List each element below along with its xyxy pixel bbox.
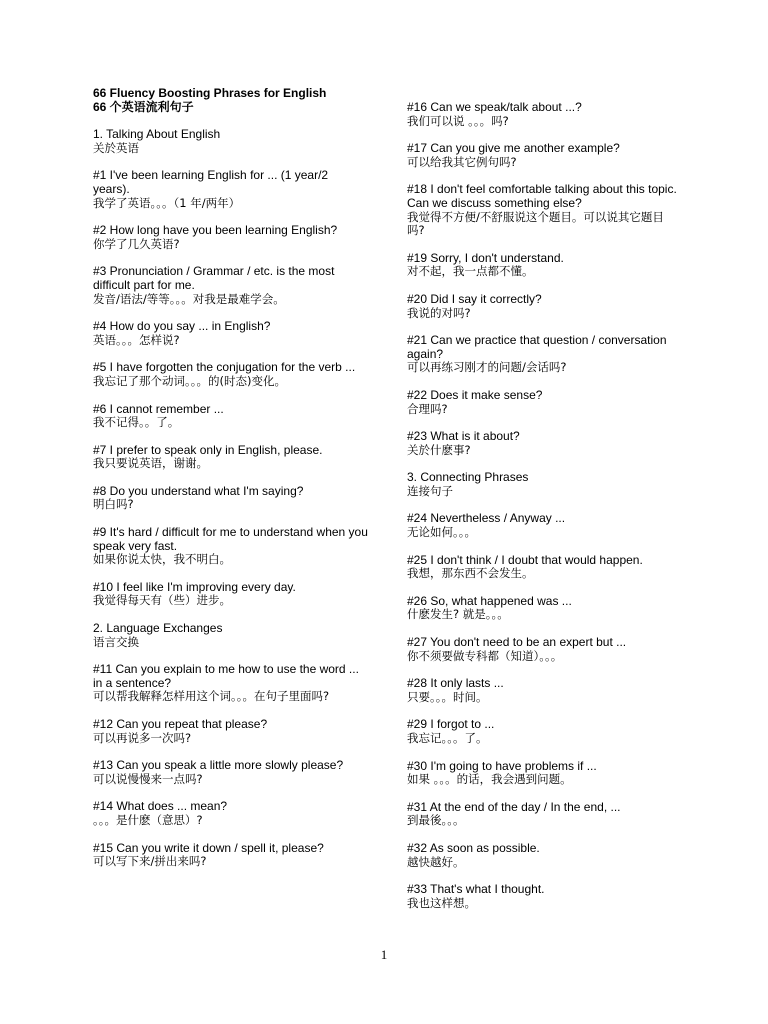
phrase-chinese: 语言交换 [93,634,139,649]
phrase-chinese: 越快越好。 [407,854,465,869]
phrase-entry [93,485,368,512]
phrase-english: #14 What does ... mean? [93,799,228,814]
phrase-english: #17 Can you give me another example? [407,141,620,156]
phrase-chinese: 我学了英语。。。（1 年/两年） [93,195,241,210]
phrase-english: #7 I prefer to speak only in English, please. [93,442,323,457]
phrase-english: #23 What is it about? [407,429,520,444]
phrase-chinese: 我只要说英语，谢谢。 [93,456,208,471]
phrase-english: #5 I have forgotten the conjugation for the verb ... [93,360,356,375]
phrase-chinese: 可以再练习刚才的问题/会话吗? [407,360,567,375]
phrase-english: #26 So, what happened was ... [407,593,572,608]
phrase-entry [407,334,677,375]
phrase-chinese: 关於什麽事? [407,442,471,457]
phrase-chinese: 可以说慢慢来一点吗? [93,771,203,786]
phrase-chinese: 我觉得每天有（些）进步。 [93,593,231,608]
phrase-entry [93,444,368,471]
phrase-english: #29 I forgot to ... [407,717,495,732]
phrase-chinese: 。。。是什麽（意思）? [93,812,203,827]
phrase-english: #25 I don't think / I doubt that would happen. [407,552,643,567]
phrase-entry [407,293,677,320]
phrase-entry [407,471,677,498]
phrase-entry [407,677,677,704]
phrase-chinese: 如果 。。。的话，我会遇到问题。 [407,772,572,787]
phrase-chinese: 发音/语法/等等。。。对我是最难学会。 [93,291,285,306]
phrase-entry [407,183,677,237]
phrase-english: #33 That's what I thought. [407,882,545,897]
phrase-english: #16 Can we speak/talk about ...? [407,100,582,114]
phrase-chinese: 我忘记了那个动词。。。的(时态)变化。 [93,373,286,388]
phrase-english: #13 Can you speak a little more slowly please? [93,758,344,773]
phrase-chinese: 关於英语 [93,140,139,155]
phrase-chinese: 到最後。。。 [407,813,465,828]
phrase-entry [407,142,677,169]
phrase-entry [407,595,677,622]
phrase-chinese: 可以帮我解释怎样用这个词。。。在句子里面吗? [93,689,330,704]
phrase-chinese: 英语。。。怎样说? [93,332,180,347]
phrase-entry [93,403,368,430]
document-subtitle: 66 个英语流利句子 [93,99,194,114]
phrase-entry [407,801,677,828]
phrase-entry [93,759,368,786]
phrase-chinese: 如果你说太快，我不明白。 [93,552,231,567]
phrase-english: #18 I don't feel comfortable talking about this topic. Can we discuss something else? [407,182,677,210]
phrase-chinese: 可以再说多一次吗? [93,730,192,745]
right-entries [407,101,677,910]
phrase-english: #30 I'm going to have problems if ... [407,758,597,773]
phrase-entry [93,224,368,251]
phrase-english: #3 Pronunciation / Grammar / etc. is the most difficult part for me. [93,264,335,292]
phrase-entry [407,389,677,416]
phrase-chinese: 你不须要做专科都（知道）。。。 [407,648,563,663]
phrase-chinese: 无论如何。。。 [407,525,476,540]
phrase-entry [407,554,677,581]
phrase-english: #12 Can you repeat that please? [93,717,268,731]
right-column [407,101,677,924]
phrase-entry [93,526,368,567]
page-number: 1 [380,947,388,962]
phrase-english: #4 How do you say ... in English? [93,319,271,334]
phrase-chinese: 我觉得不方便/不舒服说这个题目。可以说其它题目吗? [407,209,664,238]
phrase-entry [93,800,368,827]
phrase-entry [93,718,368,745]
phrase-entry [93,128,368,155]
phrase-english: #20 Did I say it correctly? [407,291,542,306]
phrase-chinese: 我不记得。。了。 [93,415,180,430]
phrase-chinese: 我说的对吗? [407,305,471,320]
phrase-english: #9 It's hard / difficult for me to understand when you speak very fast. [93,525,368,553]
phrase-entry [93,663,368,704]
phrase-english: #10 I feel like I'm improving every day. [93,579,296,594]
phrase-entry [407,252,677,279]
phrase-chinese: 连接句子 [407,483,453,498]
phrase-entry [93,842,368,869]
phrase-entry [93,265,368,306]
phrase-entry [93,581,368,608]
phrase-entry [407,842,677,869]
phrase-english: #31 At the end of the day / In the end, ... [407,799,621,814]
phrase-english: #27 You don't need to be an expert but ... [407,635,627,650]
phrase-chinese: 可以写下来/拼出来吗? [93,854,207,869]
left-entries [93,128,368,869]
phrase-english: #24 Nevertheless / Anyway ... [407,511,566,526]
phrase-entry [93,622,368,649]
phrase-chinese: 我忘记。。。了。 [407,731,488,745]
phrase-english: 2. Language Exchanges [93,621,223,636]
phrase-chinese: 明白吗? [93,497,134,512]
phrase-entry [407,760,677,787]
left-column [93,87,368,883]
phrase-english: #32 As soon as possible. [407,840,540,855]
phrase-entry [93,320,368,347]
phrase-entry [93,169,368,210]
phrase-english: 3. Connecting Phrases [407,470,529,485]
phrase-english: #11 Can you explain to me how to use the word ... in a sentence? [93,662,359,690]
phrase-entry [407,883,677,910]
phrase-english: #28 It only lasts ... [407,676,504,691]
phrase-entry [407,512,677,539]
phrase-english: #15 Can you write it down / spell it, please? [93,840,324,855]
phrase-english: #2 How long have you been learning English? [93,223,338,238]
phrase-chinese: 我想，那东西不会发生。 [407,566,534,581]
phrase-english: #6 I cannot remember ... [93,401,224,416]
phrase-entry [407,718,677,745]
phrase-chinese: 可以给我其它例句吗? [407,154,517,169]
phrase-english: #22 Does it make sense? [407,387,543,402]
phrase-chinese: 对不起，我一点都不懂。 [407,264,534,279]
document-title: 66 Fluency Boosting Phrases for English [93,86,327,100]
phrase-english: #8 Do you understand what I'm saying? [93,483,304,498]
phrase-chinese: 你学了几久英语? [93,236,180,251]
phrase-english: #21 Can we practice that question / conversation again? [407,333,667,361]
phrase-chinese: 只要。。。时间。 [407,689,488,704]
phrase-entry [93,361,368,388]
phrase-english: #1 I've been learning English for ... (1 year/2 years). [93,168,329,196]
phrase-chinese: 我也这样想。 [407,895,476,910]
phrase-chinese: 什麽发生? 就是。。。 [407,607,509,622]
phrase-english: 1. Talking About English [93,127,221,142]
phrase-chinese: 合理吗? [407,401,448,416]
phrase-entry [407,101,677,128]
phrase-entry [407,430,677,457]
phrase-entry [407,636,677,663]
phrase-chinese: 我们可以说 。。。吗? [407,113,509,128]
phrase-english: #19 Sorry, I don't understand. [407,250,564,265]
